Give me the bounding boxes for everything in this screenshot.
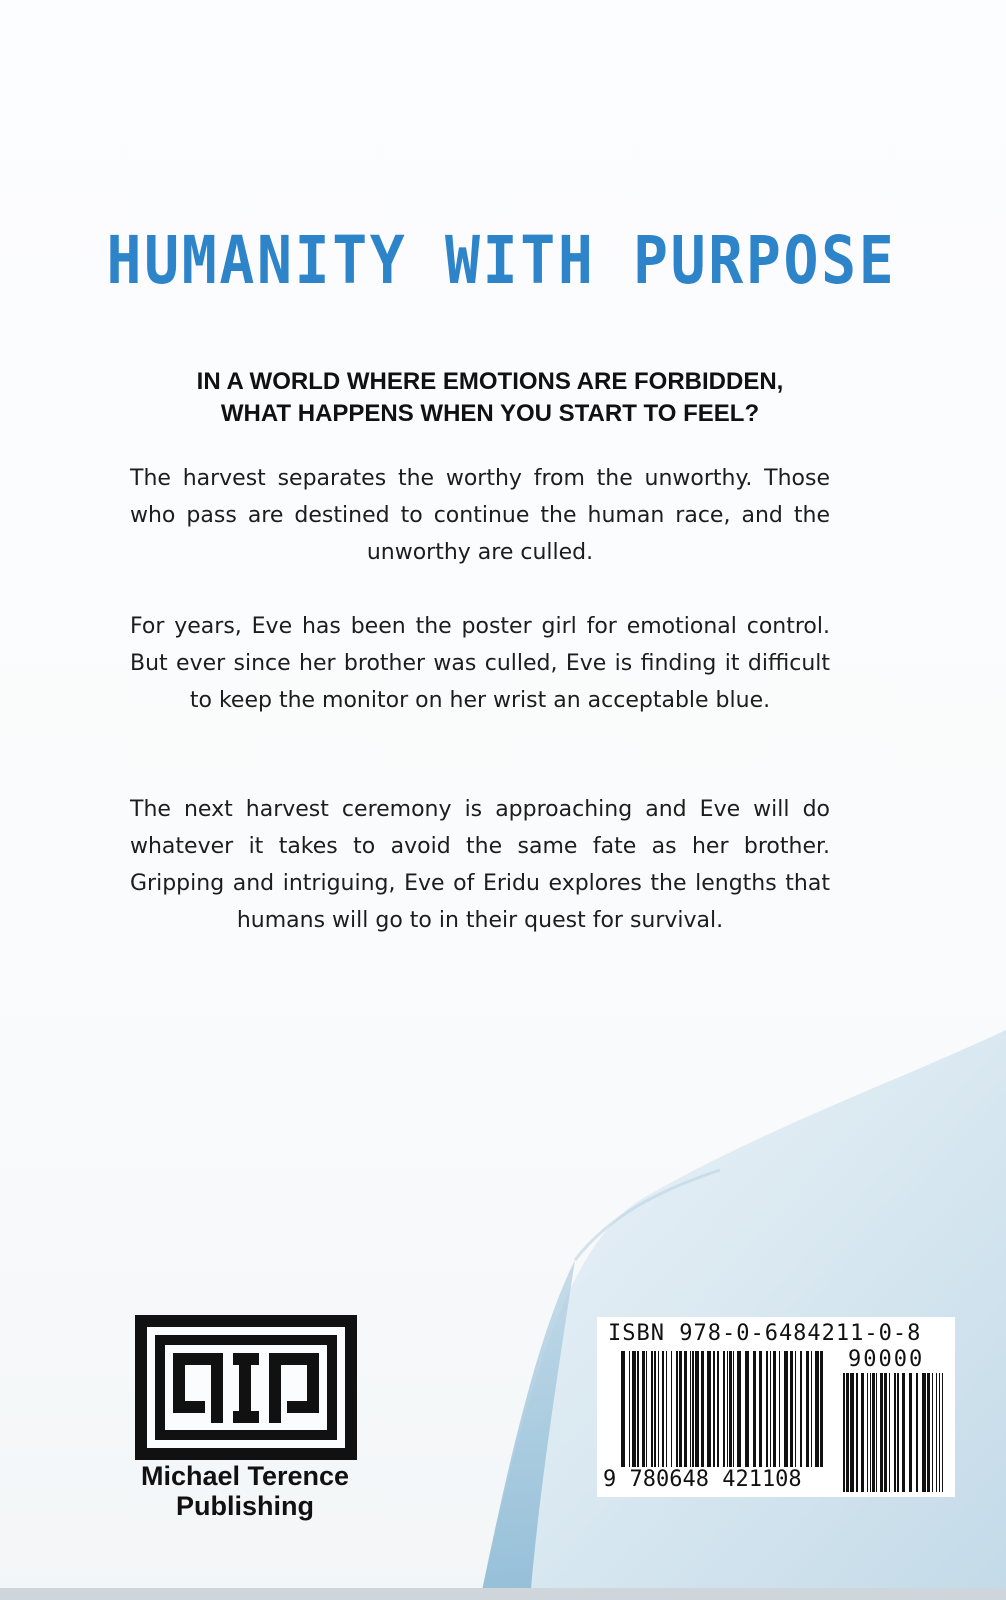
barcode-bar [713,1351,715,1467]
greek-key-mt-logo-icon [135,1315,357,1460]
barcode-bar [927,1373,930,1492]
barcode-bar [932,1373,933,1492]
barcode-bar [902,1373,905,1492]
barcode-bar [889,1373,890,1492]
barcode-bar [884,1373,887,1492]
barcode-bar [733,1351,734,1467]
barcode-bar [690,1351,691,1467]
blurb-paragraph-2: For years, Eve has been the poster girl for emotional control. But ever since her brother was culled, Eve is finding it difficult to keep the monitor on her wrist an acceptable blue. [130,614,830,713]
barcode-bar [637,1351,639,1467]
barcode-bar [717,1351,719,1467]
barcode-bar [867,1373,868,1492]
barcode-bar [654,1351,656,1467]
barcode-bar [815,1351,819,1467]
barcode-bar [701,1351,704,1467]
barcode-bar [727,1351,728,1467]
headline: HUMANITY WITH PURPOSE [106,222,897,299]
barcode-bar [856,1373,858,1492]
barcode-bar [629,1351,630,1467]
barcode-bar [671,1351,672,1467]
barcode-bar [745,1351,749,1467]
barcode-bar [916,1373,918,1492]
barcode-bar [729,1351,732,1467]
barcode-bar [662,1351,664,1467]
barcode-bar [850,1373,854,1492]
barcode-bar [909,1373,912,1492]
barcode-bar [806,1351,809,1467]
barcode-bar [843,1373,845,1492]
blurb-paragraph-3: The next harvest ceremony is approaching and Eve will do whatever it takes to avoid the same fate as her brother. Gripping and intriguing, Eve of Eridu explores the lengths that humans will go to in their quest for survival. [130,797,830,933]
barcode-bar [784,1351,788,1467]
isbn-barcode [597,1317,955,1497]
barcode-bar [876,1373,877,1492]
barcode-bar [679,1351,682,1467]
barcode-bar [942,1373,943,1492]
barcode-bar [723,1351,725,1467]
barcode-bar [632,1351,636,1467]
isbn-label: ISBN 978-0-6484211-0-8 [608,1321,922,1346]
barcode-bar [621,1351,625,1467]
barcode-bar [658,1351,659,1467]
barcode-bar [646,1351,647,1467]
barcode-bar [773,1351,776,1467]
barcode-bar [820,1351,823,1467]
barcode-bar [939,1373,940,1492]
barcode-bar [759,1351,762,1467]
publisher-line-2: Publishing [176,1491,314,1521]
publisher-line-1: Michael Terence [140,1461,350,1491]
barcode-bar [800,1351,802,1467]
barcode-bar [676,1351,678,1467]
barcode-bar [795,1351,796,1467]
barcode-bar [651,1351,653,1467]
page-bottom-edge [0,1588,1006,1600]
barcode-bar [880,1373,883,1492]
barcode-bar [936,1373,937,1492]
barcode-bar [897,1373,899,1492]
tagline-line-2: WHAT HAPPENS WHEN YOU START TO FEEL? [220,400,760,427]
tagline [100,366,880,430]
barcode-bar [770,1351,771,1467]
barcode-bar [737,1351,741,1467]
barcode-bar [922,1373,926,1492]
barcode-bar [894,1373,896,1492]
barcode-bar [692,1351,694,1467]
barcode-bar [642,1351,645,1467]
blurb-paragraph-1: The harvest separates the worthy from the unworthy. Those who pass are destined to continue the human race, and the unworthy are culled. [130,466,830,565]
barcode-bar [666,1351,667,1467]
barcode-bar [870,1373,871,1492]
barcode-bar [846,1373,849,1492]
barcode-bar [695,1351,699,1467]
barcode-bar [766,1351,768,1467]
barcode-bar [872,1373,875,1492]
barcode-bar [861,1373,864,1492]
barcode-bar [684,1351,687,1467]
barcode-addon-digits: 90000 [848,1347,925,1372]
barcode-bar [779,1351,780,1467]
barcode-bar [707,1351,711,1467]
barcode-bar [811,1351,812,1467]
barcode-ean-digits: 9 780648 421108 [603,1467,802,1492]
barcode-bar [753,1351,756,1467]
tagline-line-1: IN A WORLD WHERE EMOTIONS ARE FORBIDDEN, [196,368,784,395]
publisher-name [110,1461,380,1521]
barcode-bar [790,1351,793,1467]
